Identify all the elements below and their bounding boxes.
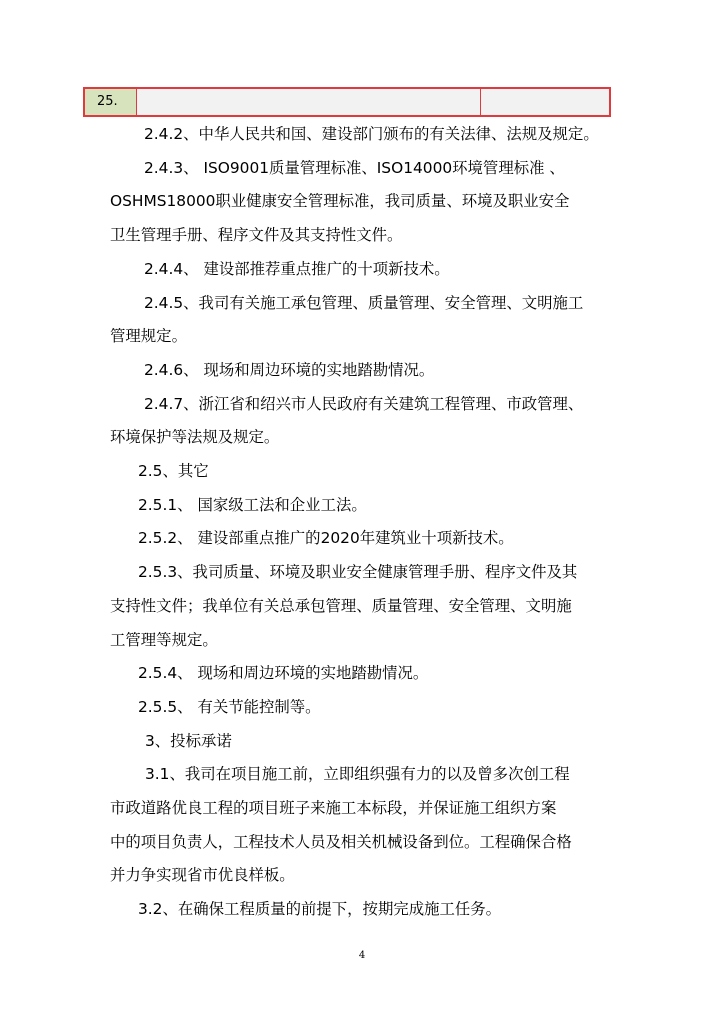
paragraph-line: 3.2、在确保工程质量的前提下，按期完成施工任务。 [138, 900, 502, 919]
paragraph-line: 卫生管理手册、程序文件及其支持性文件。 [110, 226, 403, 245]
document-body [110, 118, 622, 927]
paragraph-line: 2.4.2、中华人民共和国、建设部门颁布的有关法律、法规及规定。 [144, 125, 599, 143]
paragraph-line: 中的项目负责人，工程技术人员及相关机械设备到位。工程确保合格 [110, 832, 572, 851]
paragraph-line: 2.4.3、 ISO9001质量管理标准、ISO14000环境管理标准 、 [144, 158, 565, 177]
table-cell [137, 89, 481, 115]
section-heading: 3、投标承诺 [145, 731, 232, 750]
paragraph-line: 2.5.3、我司质量、环境及职业安全健康管理手册、程序文件及其 [138, 563, 578, 582]
paragraph-line: 2.4.4、 建设部推荐重点推广的十项新技术。 [144, 259, 450, 278]
section-heading: 2.5、其它 [138, 462, 209, 481]
paragraph-line: 3.1、我司在项目施工前，立即组织强有力的以及曾多次创工程 [145, 765, 570, 784]
paragraph-line: 2.5.1、 国家级工法和企业工法。 [138, 495, 367, 514]
paragraph-line: 支持性文件；我单位有关总承包管理、质量管理、安全管理、文明施 [110, 596, 572, 615]
page-number: 4 [358, 950, 366, 961]
paragraph-line: 2.5.4、 现场和周边环境的实地踏勘情况。 [138, 664, 429, 683]
paragraph-line: 工管理等规定。 [110, 630, 218, 649]
paragraph-line: 环境保护等法规及规定。 [110, 428, 280, 447]
paragraph-line: 管理规定。 [110, 327, 187, 346]
row-number-cell: 25. [85, 89, 137, 115]
table-cell [481, 89, 609, 115]
paragraph-line: 市政道路优良工程的项目班子来施工本标段，并保证施工组织方案 [110, 799, 557, 818]
table-row [83, 87, 611, 117]
paragraph-line: 2.4.7、浙江省和绍兴市人民政府有关建筑工程管理、市政管理、 [144, 394, 584, 413]
paragraph-line: 2.4.5、我司有关施工承包管理、质量管理、安全管理、文明施工 [144, 293, 584, 312]
paragraph-line: OSHMS18000职业健康安全管理标准，我司质量、环境及职业安全 [110, 192, 570, 211]
paragraph-line: 2.4.6、 现场和周边环境的实地踏勘情况。 [144, 360, 435, 379]
paragraph-line: 并力争实现省市优良样板。 [110, 866, 295, 885]
paragraph-line: 2.5.5、 有关节能控制等。 [138, 697, 321, 716]
paragraph-line: 2.5.2、 建设部重点推广的2020年建筑业十项新技术。 [138, 529, 514, 548]
